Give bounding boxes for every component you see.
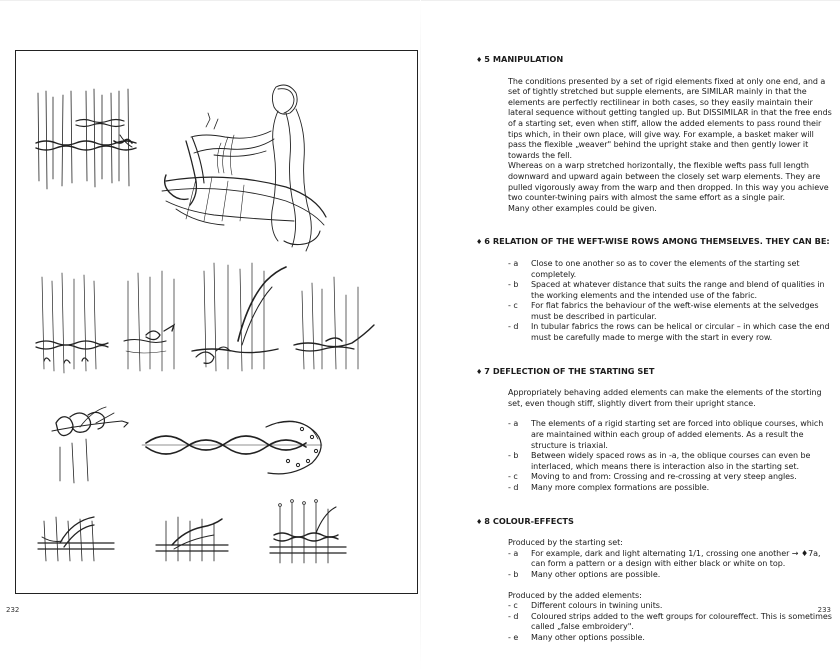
list-marker: - e xyxy=(508,632,519,642)
list-text: Moving to and from: Crossing and re-crossing at very steep angles. xyxy=(531,472,797,482)
list-text: Many other options are possible. xyxy=(531,569,661,579)
list-text: Spaced at whatever distance that suits the range and blend of qualities in the working elements and the intended use of the fabric. xyxy=(531,280,825,300)
list-item xyxy=(508,322,832,343)
section-body-7 xyxy=(508,388,832,493)
list-marker: - c xyxy=(508,472,518,482)
sketch-row-twining xyxy=(36,263,374,373)
list-item xyxy=(508,259,832,280)
sketch-seated-weaver xyxy=(162,85,326,251)
list-item xyxy=(508,483,832,494)
list-marker: - b xyxy=(508,569,519,579)
diamond-bullet-icon: ♦ xyxy=(476,367,483,376)
section-title: 5 MANIPULATION xyxy=(484,54,564,64)
list-marker: - b xyxy=(508,451,519,461)
list-marker: - a xyxy=(508,258,519,268)
section-heading-7 xyxy=(476,366,832,378)
section-heading-6 xyxy=(476,236,832,248)
list-item xyxy=(508,419,832,451)
list-marker: - a xyxy=(508,419,519,429)
list-marker: - a xyxy=(508,548,519,558)
list-item xyxy=(508,451,832,472)
sketch-vertical-twining xyxy=(36,89,136,189)
section-body-5 xyxy=(508,77,832,215)
paragraph: Appropriately behaving added elements can make the elements of the storting set, even though stiff, slightly divert from their upright stance. xyxy=(508,388,822,408)
list-marker: - d xyxy=(508,322,519,332)
list-item xyxy=(508,472,832,483)
section-title: 7 DEFLECTION OF THE STARTING SET xyxy=(484,365,655,376)
section-heading-8 xyxy=(476,516,832,528)
list-marker: - b xyxy=(508,280,519,290)
list-text: In tubular fabrics the rows can be helical or circular – in which case the end must be carefully made to merge with the start in every row. xyxy=(531,322,830,343)
page-number-right: 233 xyxy=(817,606,831,614)
book-gutter xyxy=(420,0,421,672)
sketch-plate xyxy=(15,50,418,594)
list-item xyxy=(508,601,832,612)
list-item xyxy=(508,612,832,633)
list-item xyxy=(508,301,832,322)
list-marker: - c xyxy=(508,301,518,311)
diamond-bullet-icon: ♦ xyxy=(476,517,483,526)
list-text: Different colours in twining units. xyxy=(531,601,663,611)
section-body-6 xyxy=(508,259,832,344)
list-text: Close to one another so as to cover the elements of the starting set completely. xyxy=(531,258,800,279)
paragraph: Whereas on a warp stretched horizontally, the flexible wefts pass full length downward and upward again between the closely set warp elements. They are pulled vigorously away from the warp and then dropped. In this way you achieve two counter-twining pairs with almost the same effort as a single pair. xyxy=(508,161,829,203)
sketch-bottom-row xyxy=(38,500,346,563)
section-title: 8 COLOUR-EFFECTS xyxy=(484,515,574,526)
list-marker: - c xyxy=(508,601,518,611)
paragraph: Produced by the starting set: xyxy=(508,538,623,548)
list-text: Coloured strips added to the weft groups for coloureffect. This is sometimes called „false embroidery". xyxy=(531,611,832,632)
list-text: The elements of a rigid starting set are forced into oblique courses, which are maintained within each group of added elements. As a result the structure is triaxial. xyxy=(531,419,824,450)
section-body-8 xyxy=(508,538,832,643)
section-title: 6 RELATION OF THE WEFT-WISE ROWS AMONG THEMSELVES. THEY CAN BE: xyxy=(484,236,830,247)
text-column xyxy=(476,54,832,644)
page-number-left: 232 xyxy=(6,606,20,614)
diamond-bullet-icon: ♦ xyxy=(476,56,483,64)
list-item xyxy=(508,280,832,301)
list-marker: - d xyxy=(508,611,519,621)
list-text: Many other options possible. xyxy=(531,632,645,642)
paragraph: Produced by the added elements: xyxy=(508,590,642,600)
paragraph: The conditions presented by a set of rigid elements fixed at only one end, and a set of tightly stretched but supple elements, are SIMILAR mainly in that the elements are perfectly rectilinear in both cases, so they easily maintain their lateral sequence without getting tangled up. But DISSIMILAR in that the free ends of a starting set, even when stiff, allow the added elements to pass round their tips which, in their own place, will give way. For example, a basket maker will pass the flexible „weaver" behind the upright stake and then gently lower it towards the fell. xyxy=(508,76,832,160)
sketch-drawings xyxy=(16,51,419,595)
list-text: For example, dark and light alternating 1/1, crossing one another → ♦7a, can form a pattern or a design with either black or white on top. xyxy=(531,548,821,569)
list-item xyxy=(508,570,832,581)
diamond-bullet-icon: ♦ xyxy=(476,238,483,247)
list-text: Between widely spaced rows as in -a, the oblique courses can even be interlaced, which means there is interaction also in the starting set. xyxy=(531,451,811,471)
paragraph: Many other examples could be given. xyxy=(508,203,657,213)
section-heading-5 xyxy=(476,54,832,66)
list-text: Many more complex formations are possible. xyxy=(531,483,710,492)
list-item xyxy=(508,549,832,570)
list-item xyxy=(508,633,832,644)
list-text: For flat fabrics the behaviour of the weft-wise elements at the selvedges must be described in particular. xyxy=(531,301,819,321)
list-marker: - d xyxy=(508,483,519,492)
sketch-crossing-braid xyxy=(52,407,322,483)
